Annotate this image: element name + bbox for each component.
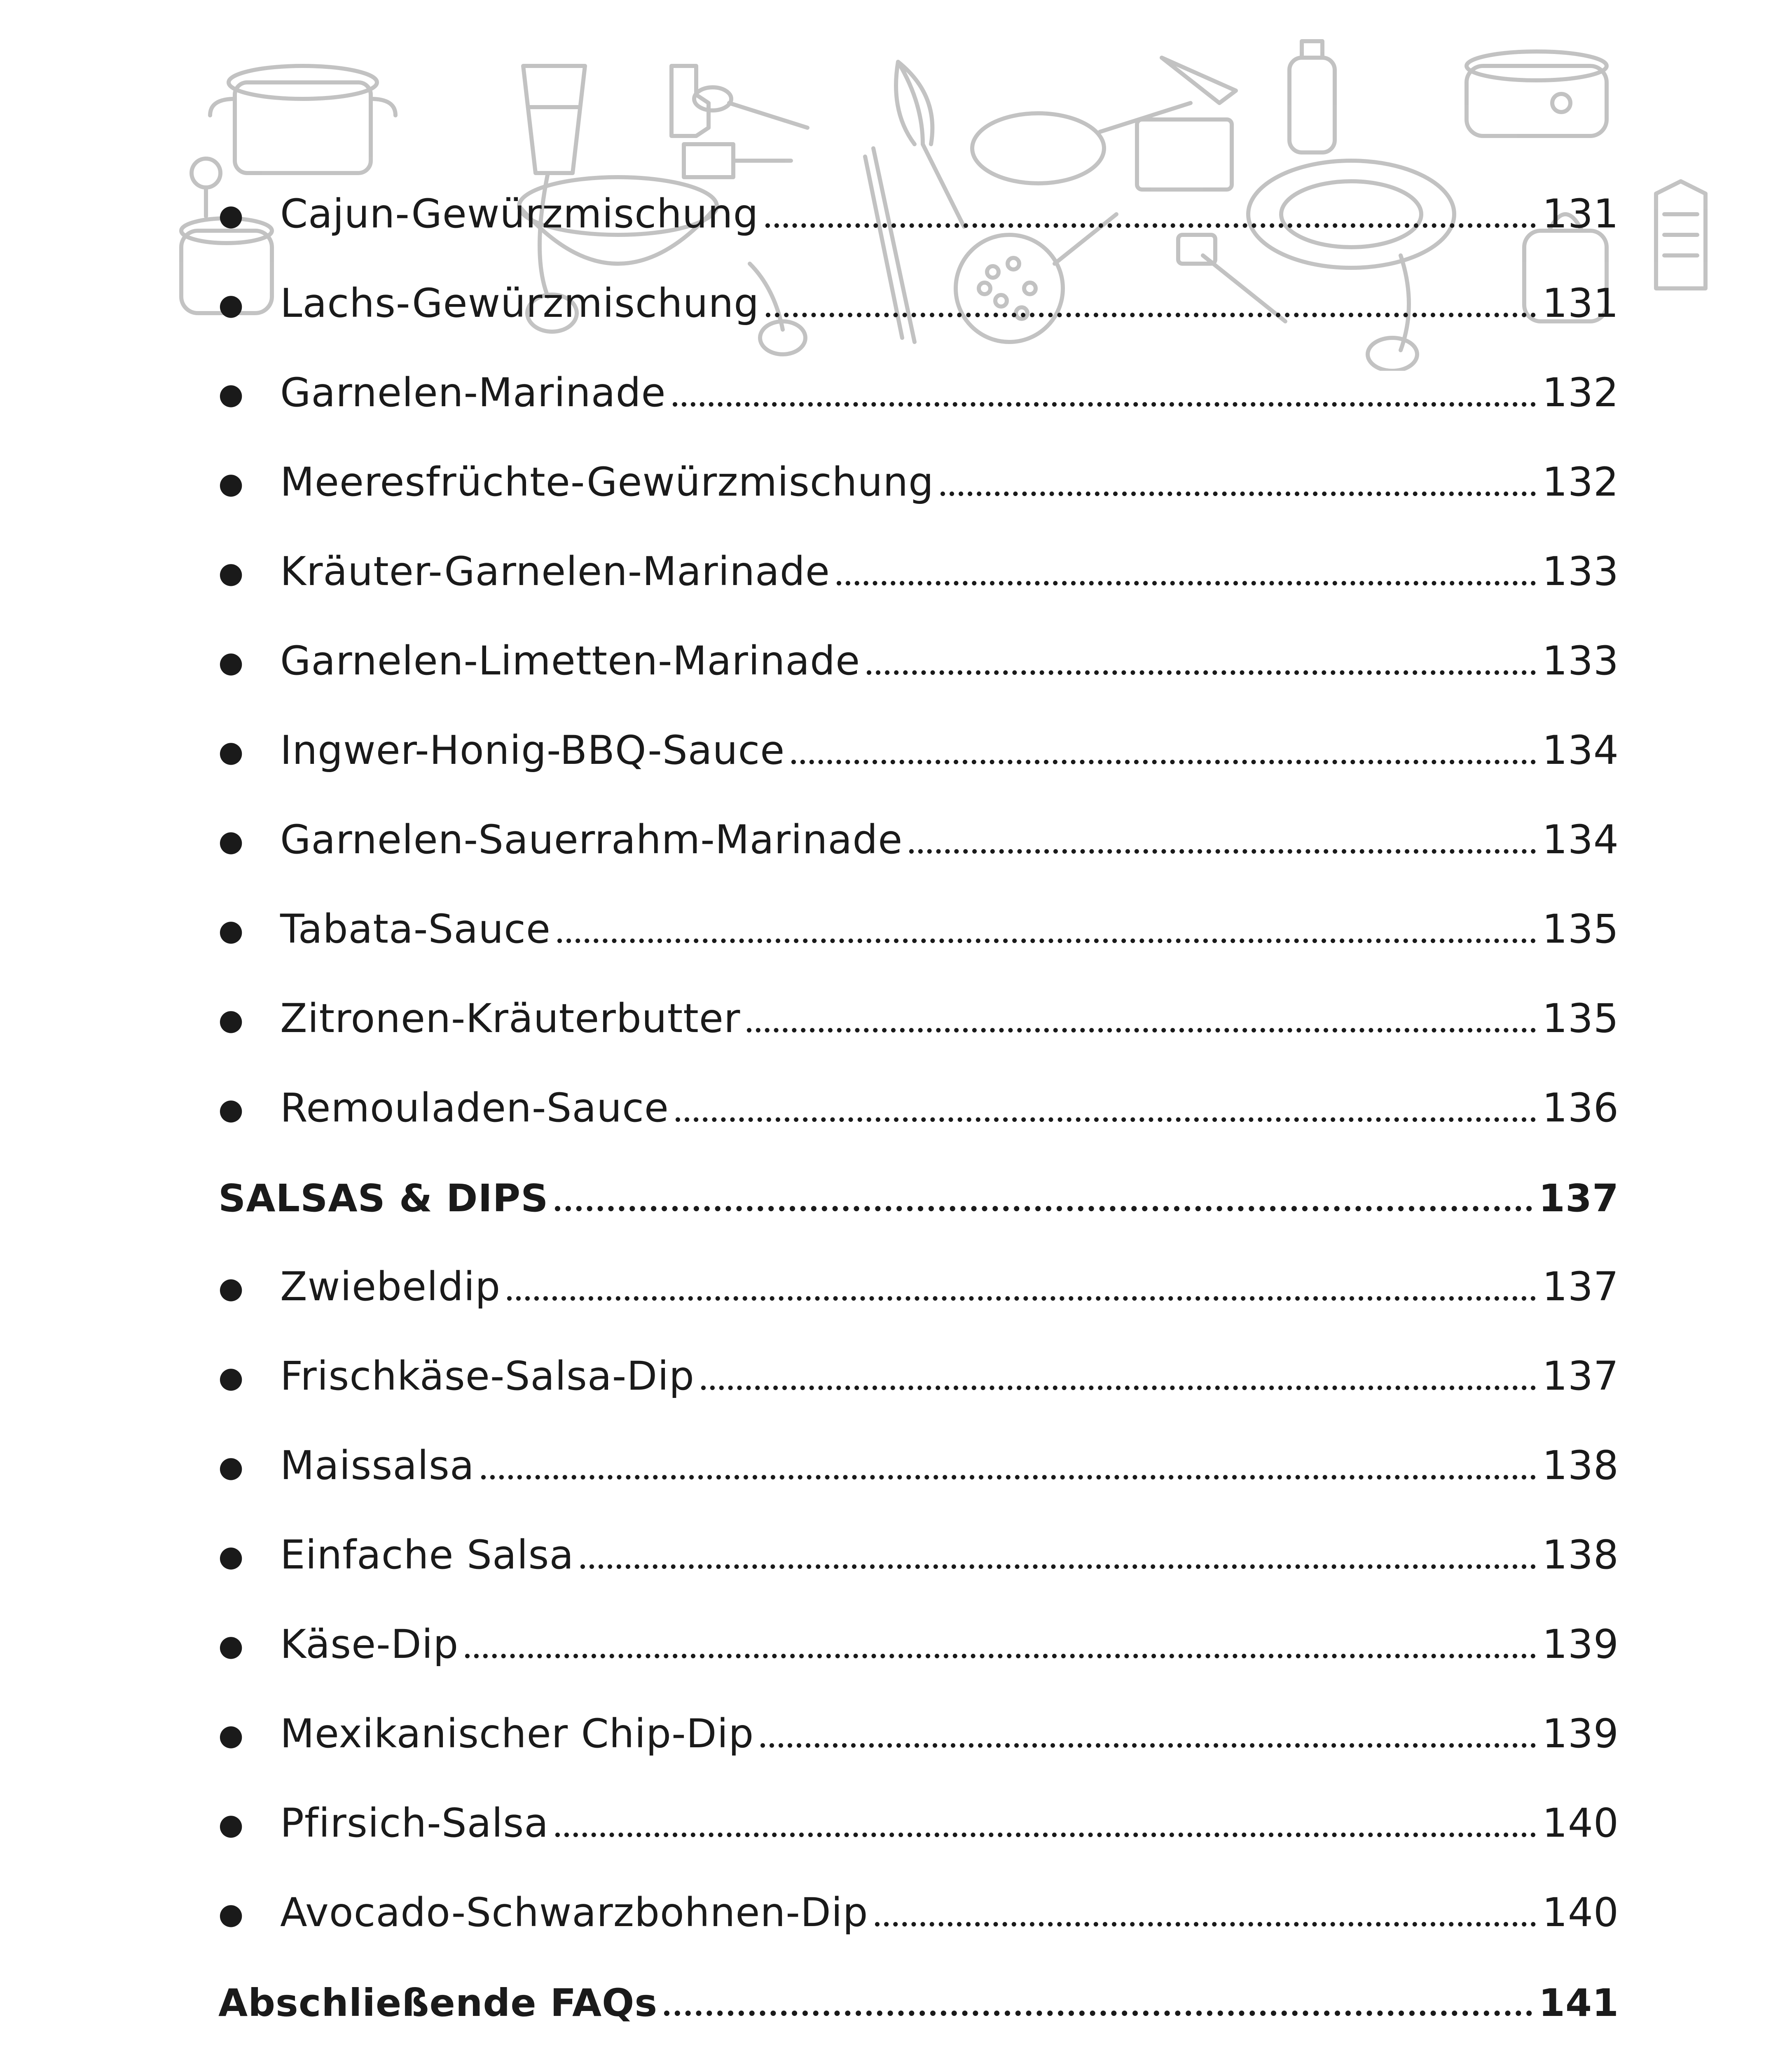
toc-entry-label: Zitronen-Kräuterbutter xyxy=(280,995,741,1042)
dot-leader xyxy=(664,2010,1532,2016)
bullet-icon: ● xyxy=(218,1360,244,1394)
toc-entry-page-number: 132 xyxy=(1542,459,1619,505)
toc-entry[interactable] xyxy=(218,1236,1619,1310)
toc-entry[interactable] xyxy=(218,1325,1619,1399)
toc-entry-page-number: 132 xyxy=(1542,370,1619,416)
toc-entry-label: Käse-Dip xyxy=(280,1621,459,1667)
toc-entry-page-number: 134 xyxy=(1542,727,1619,773)
dot-leader xyxy=(555,1206,1532,1211)
toc-entry-page-number: 138 xyxy=(1542,1532,1619,1578)
toc-entry-page-number: 137 xyxy=(1538,1176,1619,1220)
dot-leader xyxy=(747,1028,1535,1032)
bullet-icon: ● xyxy=(218,735,244,768)
toc-entry[interactable] xyxy=(218,699,1619,773)
bullet-icon: ● xyxy=(218,1629,244,1662)
toc-entry[interactable] xyxy=(218,1504,1619,1578)
knife-icon xyxy=(1162,58,1236,103)
dot-leader xyxy=(676,1117,1536,1122)
toc-entry-label: Remouladen-Sauce xyxy=(280,1085,669,1131)
toc-entry[interactable] xyxy=(218,878,1619,952)
toc-entry[interactable] xyxy=(218,789,1619,863)
bullet-icon: ● xyxy=(218,556,244,590)
toc-entry[interactable] xyxy=(218,1057,1619,1131)
cake-tin-icon xyxy=(1467,52,1607,136)
toc-entry-page-number: 135 xyxy=(1542,995,1619,1042)
toc-entry[interactable] xyxy=(218,431,1619,505)
bullet-icon: ● xyxy=(218,1807,244,1841)
toc-entry[interactable] xyxy=(218,1772,1619,1846)
toc-entry[interactable] xyxy=(218,1861,1619,1936)
bullet-icon: ● xyxy=(218,1092,244,1126)
toc-entry-page-number: 137 xyxy=(1542,1264,1619,1310)
toc-entry-page-number: 140 xyxy=(1542,1800,1619,1846)
dot-leader xyxy=(867,670,1536,675)
toc-section-entry[interactable] xyxy=(218,1146,1619,1220)
toc-entry-page-number: 134 xyxy=(1542,817,1619,863)
toc-entry-label: Lachs-Gewürzmischung xyxy=(280,280,760,326)
bullet-icon: ● xyxy=(218,1450,244,1484)
toc-entry[interactable] xyxy=(218,967,1619,1042)
toc-entry-label: Kräuter-Garnelen-Marinade xyxy=(280,548,830,595)
toc-entry-label: Maissalsa xyxy=(280,1442,475,1489)
toc-entry[interactable] xyxy=(218,1414,1619,1489)
dot-leader xyxy=(837,581,1536,585)
toc-entry-label: Einfache Salsa xyxy=(280,1532,574,1578)
toc-entry[interactable] xyxy=(218,520,1619,595)
bottle-icon xyxy=(1289,41,1335,152)
toc-entry-label: Avocado-Schwarzbohnen-Dip xyxy=(280,1889,868,1936)
toc-entry-label: Abschließende FAQs xyxy=(218,1981,658,2025)
dot-leader xyxy=(555,1832,1536,1837)
toc-entry-label: Pfirsich-Salsa xyxy=(280,1800,549,1846)
dot-leader xyxy=(765,223,1536,228)
toc-entry-page-number: 133 xyxy=(1542,548,1619,595)
bullet-icon: ● xyxy=(218,1271,244,1305)
bullet-icon: ● xyxy=(218,913,244,947)
toc-entry[interactable] xyxy=(218,163,1619,237)
glass-icon xyxy=(523,66,585,173)
toc-entry-label: Ingwer-Honig-BBQ-Sauce xyxy=(280,727,785,773)
toc-entry-label: Frischkäse-Salsa-Dip xyxy=(280,1353,695,1399)
toc-entry-label: Garnelen-Marinade xyxy=(280,370,666,416)
toc-entry-label: SALSAS & DIPS xyxy=(218,1176,549,1220)
dot-leader xyxy=(940,491,1536,496)
toc-entry-label: Garnelen-Limetten-Marinade xyxy=(280,638,861,684)
bullet-icon: ● xyxy=(218,824,244,858)
dot-leader xyxy=(791,759,1535,764)
toc-entry-page-number: 138 xyxy=(1542,1442,1619,1489)
dot-leader xyxy=(766,312,1536,317)
toc-entry-label: Cajun-Gewürzmischung xyxy=(280,191,759,237)
toc-entry-page-number: 131 xyxy=(1542,191,1619,237)
bullet-icon: ● xyxy=(218,645,244,679)
bullet-icon: ● xyxy=(218,198,244,232)
bullet-icon: ● xyxy=(218,1897,244,1931)
dot-leader xyxy=(909,849,1535,854)
dot-leader xyxy=(701,1385,1536,1390)
pot-icon xyxy=(210,66,395,173)
grater-icon-2 xyxy=(1656,181,1705,288)
toc-entry[interactable] xyxy=(218,610,1619,684)
toc-entry[interactable] xyxy=(218,1593,1619,1667)
dot-leader xyxy=(673,402,1536,407)
toc-entry-page-number: 139 xyxy=(1542,1621,1619,1667)
toc-entry-page-number: 133 xyxy=(1542,638,1619,684)
toc-entry-page-number: 135 xyxy=(1542,906,1619,952)
toc-entry[interactable] xyxy=(218,342,1619,416)
toc-entry-label: Mexikanischer Chip-Dip xyxy=(280,1711,754,1757)
toc-entry-page-number: 139 xyxy=(1542,1711,1619,1757)
dot-leader xyxy=(507,1296,1536,1301)
bullet-icon: ● xyxy=(218,377,244,411)
toc-entry-page-number: 136 xyxy=(1542,1085,1619,1131)
toc-section-entry[interactable] xyxy=(218,1951,1619,2025)
bullet-icon: ● xyxy=(218,1003,244,1037)
dot-leader xyxy=(557,938,1536,943)
dot-leader xyxy=(760,1743,1535,1748)
toc-entry-page-number: 141 xyxy=(1538,1981,1619,2025)
toc-entry-label: Tabata-Sauce xyxy=(280,906,551,952)
toc-entry-label: Meeresfrüchte-Gewürzmischung xyxy=(280,459,934,505)
toc-section-entry[interactable] xyxy=(218,2040,1619,2060)
toc-entry[interactable] xyxy=(218,252,1619,326)
bullet-icon: ● xyxy=(218,288,244,321)
dot-leader xyxy=(465,1653,1535,1658)
toc-entry-label: Zwiebeldip xyxy=(280,1264,501,1310)
dot-leader xyxy=(481,1475,1536,1479)
dot-leader xyxy=(875,1922,1536,1927)
toc-entry-page-number: 131 xyxy=(1542,280,1619,326)
toc-entry[interactable] xyxy=(218,1683,1619,1757)
grater-icon xyxy=(671,66,709,136)
bullet-icon: ● xyxy=(218,466,244,500)
toc-entry-page-number: 140 xyxy=(1542,1889,1619,1936)
toc-entry-label: Garnelen-Sauerrahm-Marinade xyxy=(280,817,903,863)
bullet-icon: ● xyxy=(218,1718,244,1752)
spoon-icon xyxy=(694,87,807,128)
toc-entry-page-number: 137 xyxy=(1542,1353,1619,1399)
bullet-icon: ● xyxy=(218,1539,244,1573)
dot-leader xyxy=(580,1564,1535,1569)
